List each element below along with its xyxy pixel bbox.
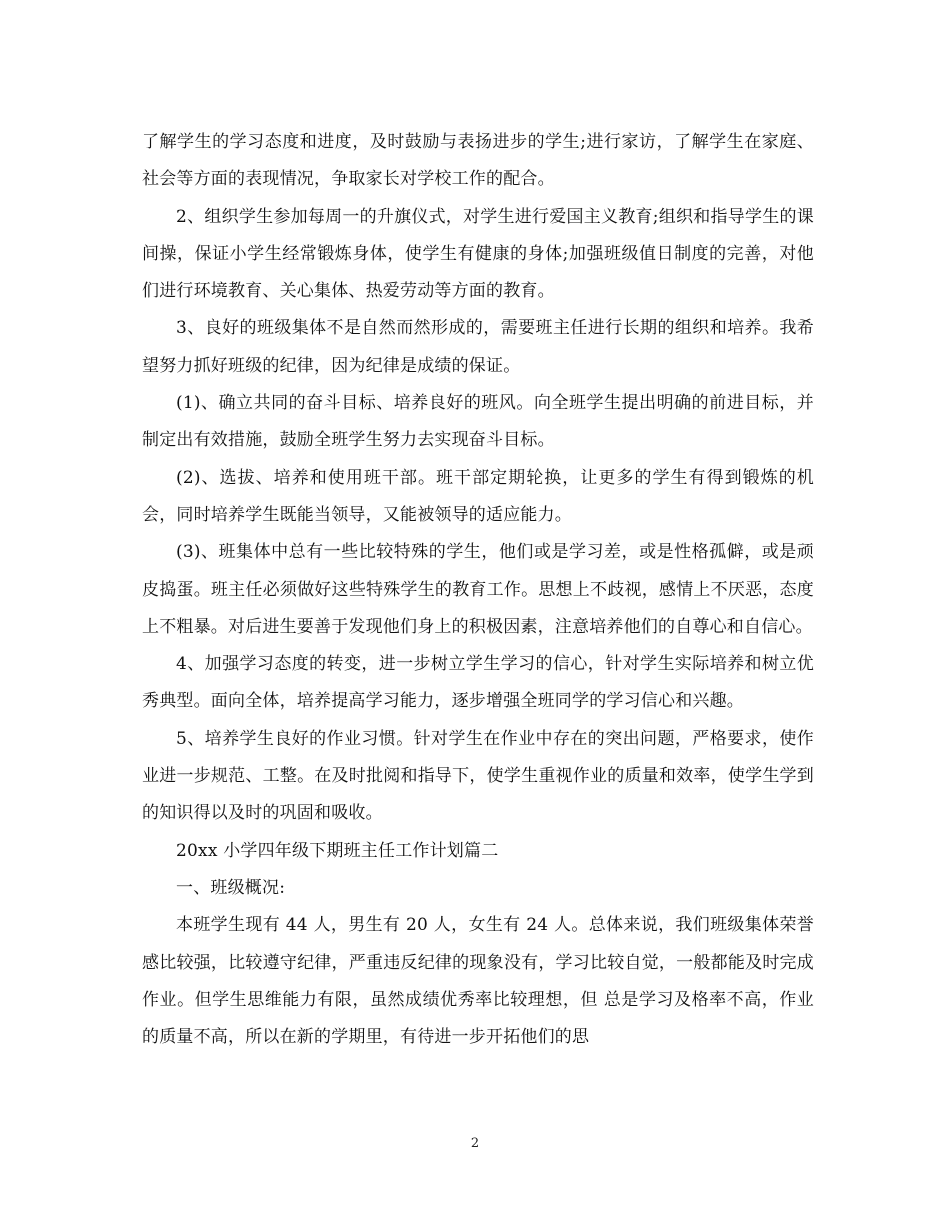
paragraph-4: (1)、确立共同的奋斗目标、培养良好的班风。向全班学生提出明确的前进目标，并制定出有效措施，鼓励全班学生努力去实现奋斗目标。 <box>142 393 814 451</box>
paragraph-3: 3、良好的班级集体不是自然而然形成的，需要班主任进行长期的组织和培养。我希望努力抓好班级的纪律，因为纪律是成绩的保证。 <box>142 318 814 376</box>
paragraph-1: 了解学生的学习态度和进度，及时鼓励与表扬进步的学生;进行家访，了解学生在家庭、社会等方面的表现情况，争取家长对学校工作的配合。 <box>142 132 814 190</box>
paragraph-6: (3)、班集体中总有一些比较特殊的学生，他们或是学习差，或是性格孤僻，或是顽皮捣蛋。班主任必须做好这些特殊学生的教育工作。思想上不歧视，感情上不厌恶，态度上不粗暴。对后进生要善于发现他们身上的积极因素，注意培养他们的自尊心和自信心。 <box>142 542 814 637</box>
paragraph-7: 4、加强学习态度的转变，进一步树立学生学习的信心，针对学生实际培养和树立优秀典型。面向全体，培养提高学习能力，逐步增强全班同学的学习信心和兴趣。 <box>142 654 814 712</box>
paragraph-2: 2、组织学生参加每周一的升旗仪式，对学生进行爱国主义教育;组织和指导学生的课间操，保证小学生经常锻炼身体，使学生有健康的身体;加强班级值日制度的完善，对他们进行环境教育、关心集体、热爱劳动等方面的教育。 <box>142 206 814 302</box>
paragraph-5: (2)、选拔、培养和使用班干部。班干部定期轮换，让更多的学生有得到锻炼的机会，同时培养学生既能当领导，又能被领导的适应能力。 <box>142 467 814 525</box>
subsection-heading: 一、班级概况: <box>176 877 286 898</box>
document-body <box>142 124 814 1056</box>
paragraph-8: 5、培养学生良好的作业习惯。针对学生在作业中存在的突出问题，严格要求，使作业进一步规范、工整。在及时批阅和指导下，使学生重视作业的质量和效率，使学生学到的知识得以及时的巩固和吸收。 <box>142 728 814 824</box>
page-number: 2 <box>470 1136 480 1151</box>
paragraph-11: 本班学生现有 44 人，男生有 20 人，女生有 24 人。总体来说，我们班级集体荣誉感比较强，比较遵守纪律，严重违反纪律的现象没有，学习比较自觉，一般都能及时完成作业。但学生思维能力有限，虽然成绩优秀率比较理想，但 总是学习及格率不高，作业的质量不高，所以在新的学期里，有待进一步开拓他们的思 <box>142 915 814 1048</box>
section-heading: 20xx 小学四年级下期班主任工作计划篇二 <box>176 840 499 861</box>
